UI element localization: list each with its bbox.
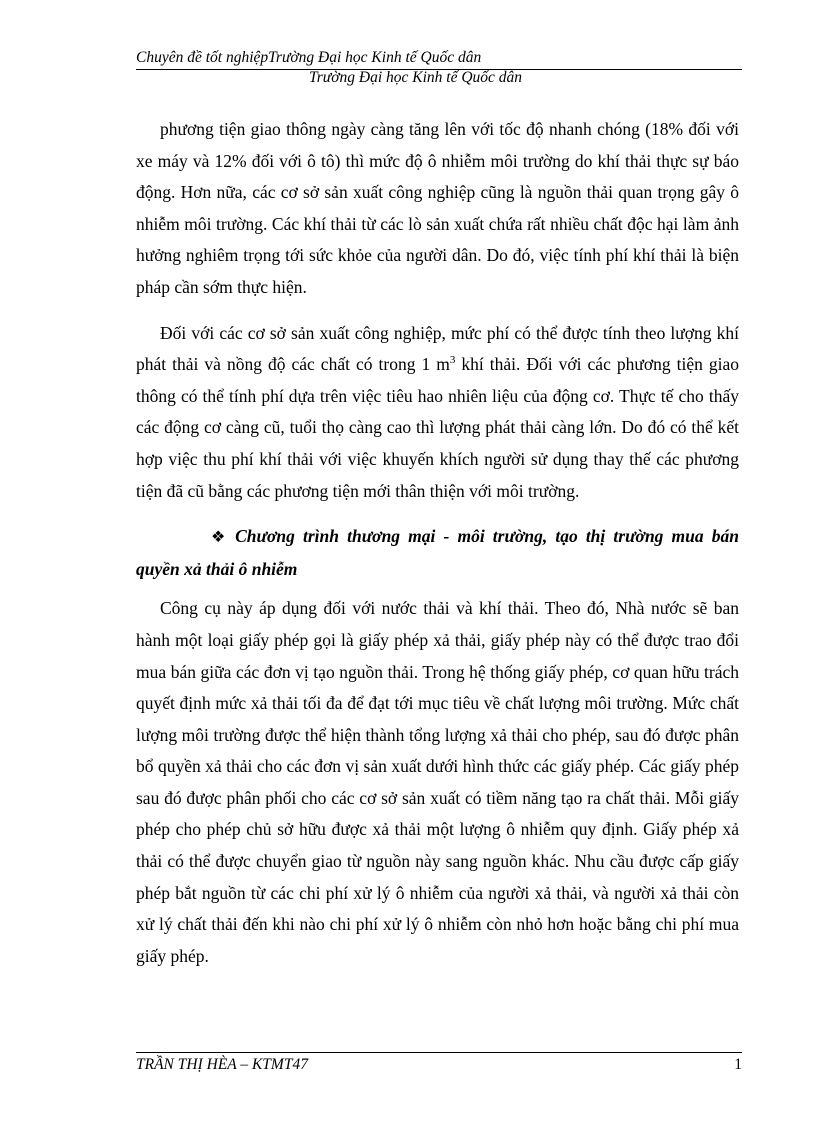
page-number: 1 [734, 1056, 742, 1073]
footer-rule [136, 1052, 742, 1053]
page-header [136, 48, 742, 86]
document-body [136, 114, 739, 986]
section-heading [136, 521, 739, 585]
paragraph-2 [136, 318, 739, 508]
page-footer [136, 1052, 742, 1075]
paragraph-2-text-a: Đối với các cơ sở sản xuất công nghiệp, mức phí có thể được tính theo lượng khí phát thải và nồng độ các chất có trong 1 m [136, 322, 739, 375]
paragraph-1: phương tiện giao thông ngày càng tăng lên với tốc độ nhanh chóng (18% đối với xe máy và 12% đối với ô tô) thì mức độ ô nhiễm môi trường do khí thải thực sự báo động. Hơn nữa, các cơ sở sản xuất công nghiệp cũng là nguồn thải quan trọng gây ô nhiễm môi trường. Các khí thải từ các lò sản xuất chứa rất nhiều chất độc hại làm ảnh hưởng nghiêm trọng tới sức khỏe của người dân. Do đó, việc tính phí khí thải là biện pháp cần sớm thực hiện. [136, 119, 739, 297]
footer-author: TRẦN THỊ HÈA – KTMT47 [136, 1056, 308, 1073]
diamond-bullet-icon: ❖ [211, 529, 230, 547]
paragraph-3: Công cụ này áp dụng đối với nước thải và khí thải. Theo đó, Nhà nước sẽ ban hành một loại giấy phép gọi là giấy phép xả thải, giấy phép này có thể được trao đổi mua bán giữa các đơn vị tạo nguồn thải. Trong hệ thống giấy phép, cơ quan hữu trách quyết định mức xả thải tối đa để đạt tới mục tiêu về chất lượng môi trường. Mức chất lượng môi trường được thể hiện thành tổng lượng xả thải cho phép, sau đó được phân bổ quyền xả thải cho các đơn vị sản xuất dưới hình thức các giấy phép. Các giấy phép sau đó được phân phối cho các cơ sở sản xuất có tiềm năng tạo ra chất thải. Mỗi giấy phép cho phép chủ sở hữu được xả thải một lượng ô nhiễm quy định. Giấy phép xả thải có thể được chuyển giao từ nguồn này sang nguồn khác. Nhu cầu được cấp giấy phép bắt nguồn từ các chi phí xử lý ô nhiễm của người xả thải, và người xả thải còn xử lý chất thải đến khi nào chi phí xử lý ô nhiễm còn nhỏ hơn hoặc bằng chi phí mua giấy phép. [136, 598, 739, 966]
paragraph-2-text-b: khí thải. Đối với các phương tiện giao thông có thể tính phí dựa trên việc tiêu hao nhiên liệu của động cơ. Thực tế cho thấy các động cơ càng cũ, tuổi thọ càng cao thì lượng phát thải càng lớn. Do đó có thể kết hợp việc thu phí khí thải với việc khuyến khích người sử dụng thay thế các phương tiện đã cũ bằng các phương tiện mới thân thiện với môi trường. [136, 354, 739, 501]
superscript-3: 3 [449, 354, 456, 367]
header-subtitle: Trường Đại học Kinh tế Quốc dân [309, 69, 523, 86]
section-heading-text: Chương trình thương mại - môi trường, tạo thị trường mua bán quyền xả thải ô nhiễm [136, 526, 739, 579]
header-title: Chuyên đề tốt nghiệpTrường Đại học Kinh tế Quốc dân [136, 49, 482, 66]
